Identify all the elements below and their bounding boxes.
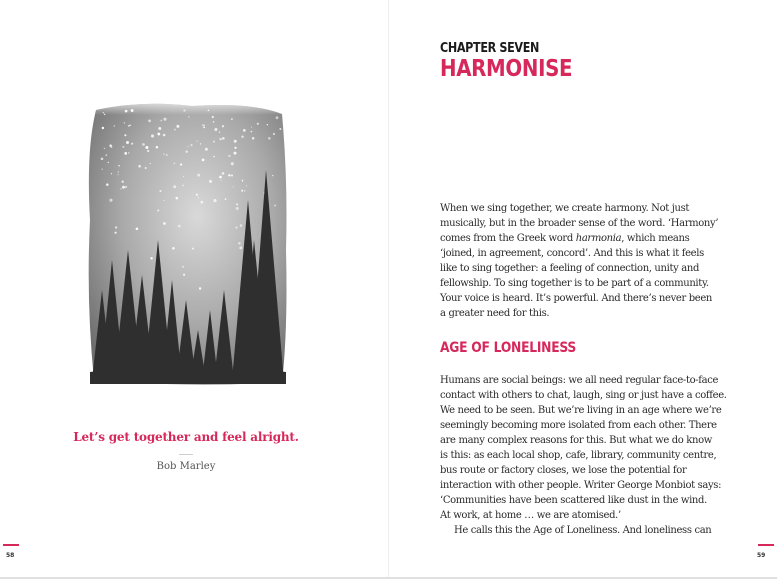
chapter-label: CHAPTER SEVEN: [440, 41, 540, 56]
text-line: musically, but in the broader sense of the word. ‘Harmony’: [440, 218, 719, 229]
text-line: interaction with other people. Writer George Monbiot says:: [440, 480, 722, 491]
text-line: is this: as each local shop, cafe, library, community centre,: [440, 450, 717, 461]
section-heading: AGE OF LONELINESS: [440, 340, 577, 356]
intro-paragraph: [440, 201, 740, 321]
starry-night-forest-illustration: [82, 100, 290, 386]
page-number-right: 59: [757, 552, 766, 559]
text-line: like to sing together: a feeling of connection, unity and: [440, 263, 700, 274]
page-number-left: 58: [6, 552, 15, 559]
text-line: fellowship. To sing together is to be part of a community.: [440, 278, 709, 289]
text-line: He calls this the Age of Loneliness. And loneliness can: [454, 525, 712, 536]
pull-quote: Let’s get together and feel alright.: [73, 430, 299, 444]
text-line: ‘Communities have been scattered like dust in the wind.: [440, 495, 707, 506]
text-line: Your voice is heard. It’s powerful. And there’s never been: [440, 293, 712, 304]
text-line: a greater need for this.: [440, 308, 550, 319]
text-line: Humans are social beings: we all need regular face-to-face: [440, 375, 719, 386]
section-paragraph: [440, 373, 740, 538]
quote-divider: [179, 454, 193, 455]
folio-accent-left: [3, 544, 19, 546]
page-gutter: [388, 0, 389, 579]
quote-attribution: Bob Marley: [156, 461, 216, 472]
text-line: contact with others to chat, laugh, sing or just have a coffee.: [440, 390, 727, 401]
text-line: At work, at home … we are atomised.’: [440, 510, 621, 521]
text-line: When we sing together, we create harmony. Not just: [440, 203, 690, 214]
text-line: We need to be seen. But we’re living in an age where we’re: [440, 405, 722, 416]
text-line: comes from the Greek word harmonia, which means: [440, 233, 690, 244]
folio-accent-right: [758, 544, 774, 546]
text-line: are many complex reasons for this. But what we do know: [440, 435, 712, 446]
text-line: seemingly becoming more isolated from each other. There: [440, 420, 717, 431]
text-line: bus route or factory closes, we lose the potential for: [440, 465, 687, 476]
text-line: ‘joined, in agreement, concord’. And this is what it feels: [440, 248, 704, 259]
chapter-title: HARMONISE: [440, 56, 573, 82]
